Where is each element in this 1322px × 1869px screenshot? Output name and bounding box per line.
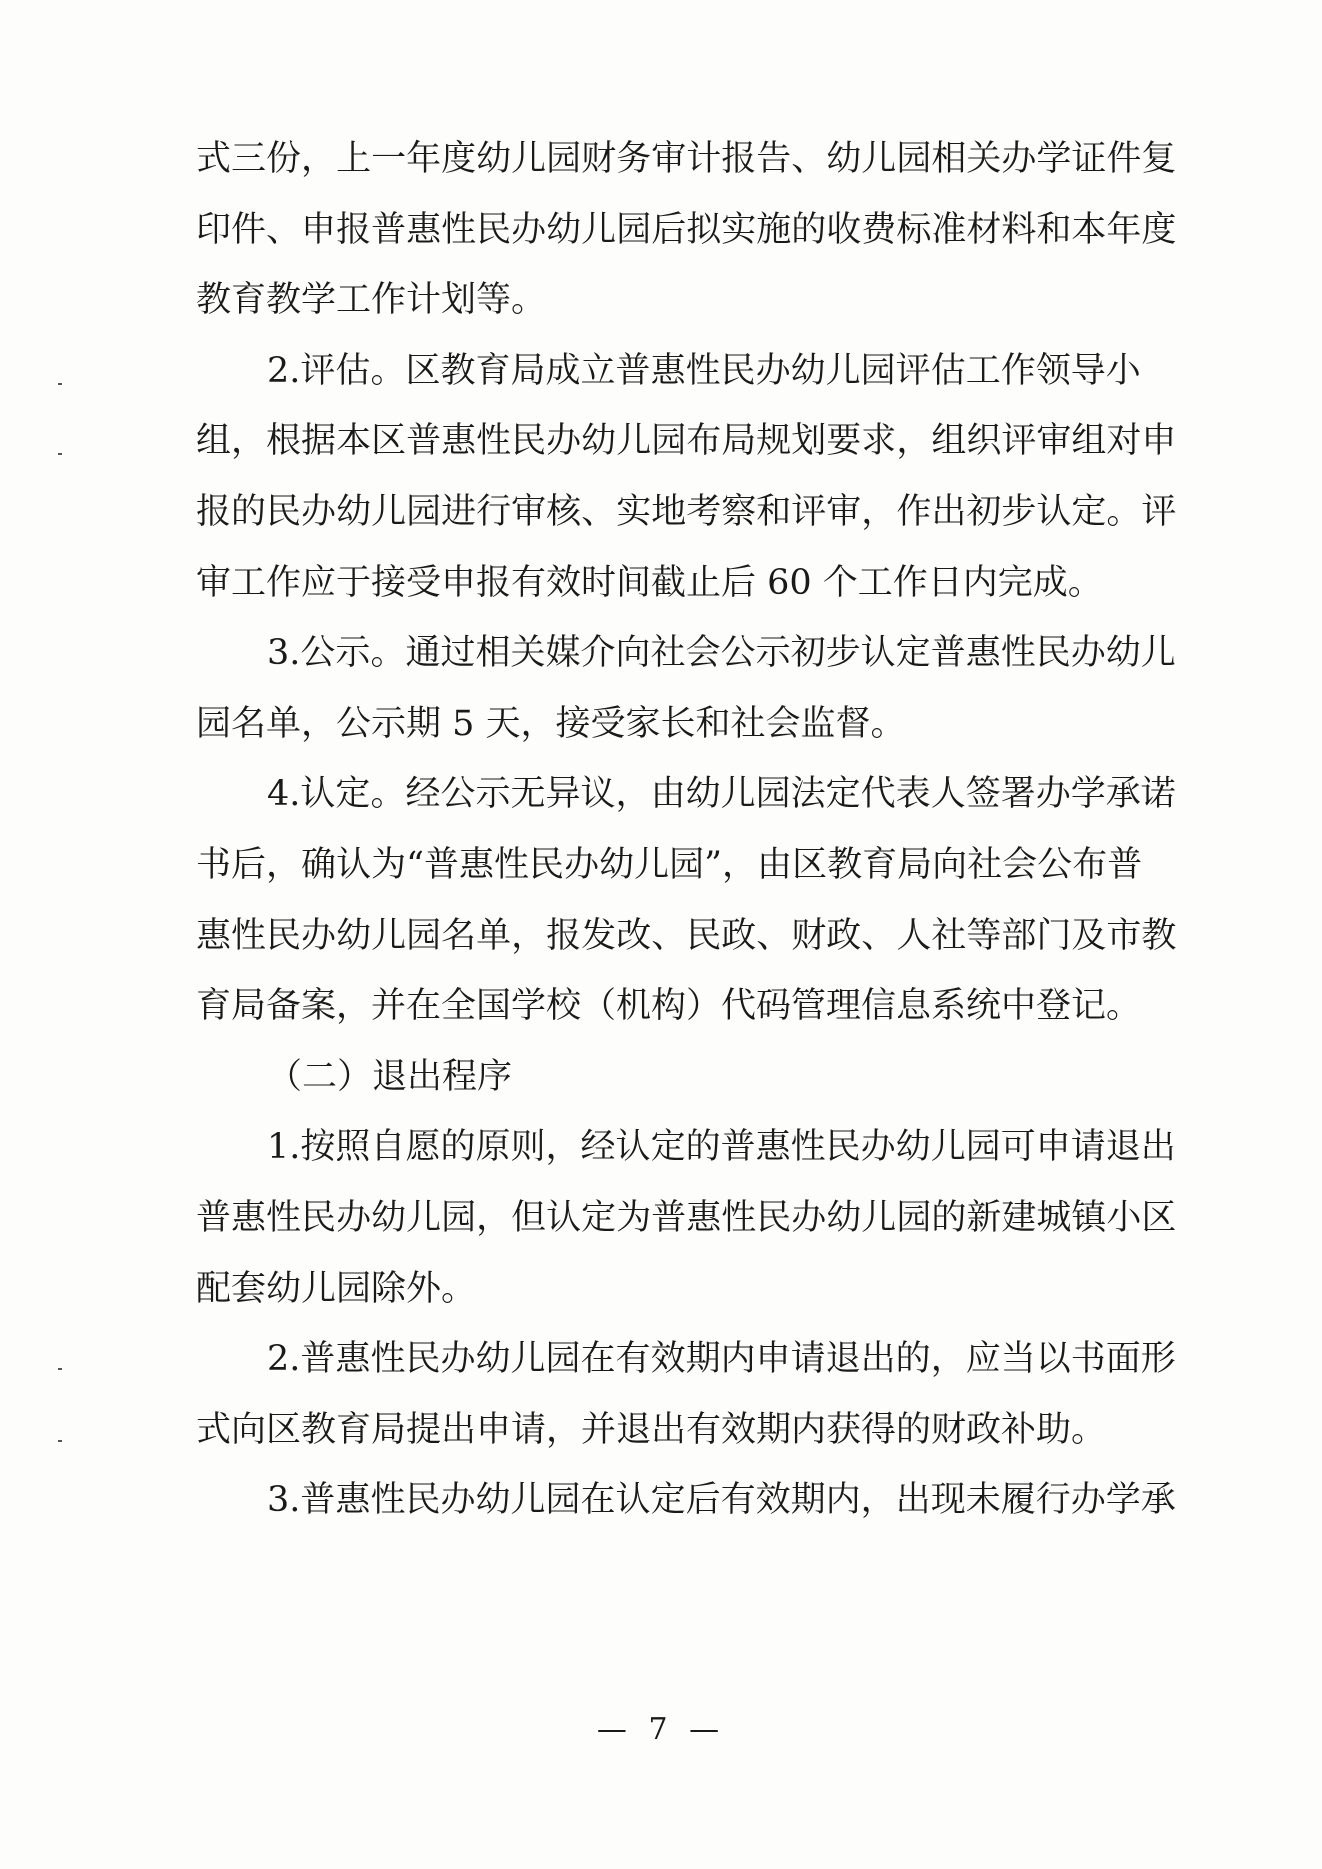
paragraph	[196, 618, 1176, 759]
binding-mark	[58, 1440, 62, 1442]
text-line: 式 三 份 ， 上 一 年 度 幼 儿 园 财 务 审 计 报 告 、 幼 儿 园 相 关 办 学 证 件 复	[196, 139, 1177, 179]
paragraph	[196, 1042, 1136, 1113]
binding-mark	[58, 453, 62, 455]
binding-mark	[58, 383, 62, 385]
text-line: 组 ， 根 据 本 区 普 惠 性 民 办 幼 儿 园 布 局 规 划 要 求 ， 组 织 评 审 组 对 申	[196, 421, 1177, 462]
text-line: 1. 按 照 自 愿 的 原 则 ， 经 认 定 的 普 惠 性 民 办 幼 儿 园 可 申 请 退 出	[267, 1127, 1176, 1168]
text-line: 印 件 、 申 报 普 惠 性 民 办 幼 儿 园 后 拟 实 施 的 收 费 标 准 材 料 和 本 年 度	[196, 209, 1177, 250]
text-line: 育局备案，并在全国学校（机构）代码管理信息系统中登记。	[196, 986, 1142, 1027]
text-line: 式向区教育局提出申请，并退出有效期内获得的财政补助。	[196, 1409, 1107, 1450]
text-line: （二）退出程序	[267, 1056, 513, 1097]
text-line: 普 惠 性 民 办 幼 儿 园 ， 但 认 定 为 普 惠 性 民 办 幼 儿 园 的 新 建 城 镇 小 区	[196, 1197, 1177, 1238]
paragraph	[196, 1112, 1177, 1324]
text-line: 审工作应于接受申报有效时间截止后 60 个工作日内完成。	[196, 562, 1103, 603]
text-line: 园名单，公示期 5 天，接受家长和社会监督。	[196, 703, 906, 744]
paragraph	[196, 759, 1177, 1041]
text-line: 配套幼儿园除外。	[196, 1268, 477, 1309]
paragraph	[196, 1324, 1176, 1465]
text-line: 2. 评 估 。 区 教 育 局 成 立 普 惠 性 民 办 幼 儿 园 评 估 工 作 领 导 小	[267, 350, 1141, 391]
text-line: 2. 普 惠 性 民 办 幼 儿 园 在 有 效 期 内 申 请 退 出 的 ， 应 当 以 书 面 形	[267, 1339, 1176, 1380]
text-line: 教育教学工作计划等。	[196, 280, 547, 321]
text-line: 书 后 ， 确 认 为 “ 普 惠 性 民 办 幼 儿 园 ” ， 由 区 教 育 局 向 社 会 公 布 普	[196, 844, 1143, 885]
body-text	[196, 124, 1177, 1536]
paragraph	[196, 124, 1177, 336]
paragraph	[196, 1465, 1176, 1536]
text-line: 惠 性 民 办 幼 儿 园 名 单 ， 报 发 改 、 民 政 、 财 政 、 人 社 等 部 门 及 市 教	[196, 915, 1177, 956]
text-line: 3. 普 惠 性 民 办 幼 儿 园 在 认 定 后 有 效 期 内 ， 出 现 未 履 行 办 学 承	[267, 1480, 1176, 1521]
page-number: — 7 —	[596, 1712, 726, 1747]
binding-mark	[58, 1368, 62, 1370]
text-line: 4. 认 定 。 经 公 示 无 异 议 ， 由 幼 儿 园 法 定 代 表 人 签 署 办 学 承 诺	[267, 774, 1176, 815]
text-line: 3. 公 示 。 通 过 相 关 媒 介 向 社 会 公 示 初 步 认 定 普 惠 性 民 办 幼 儿	[267, 633, 1176, 674]
paragraph	[196, 336, 1177, 618]
text-line: 报 的 民 办 幼 儿 园 进 行 审 核 、 实 地 考 察 和 评 审 ， 作 出 初 步 认 定 。 评	[196, 491, 1177, 532]
